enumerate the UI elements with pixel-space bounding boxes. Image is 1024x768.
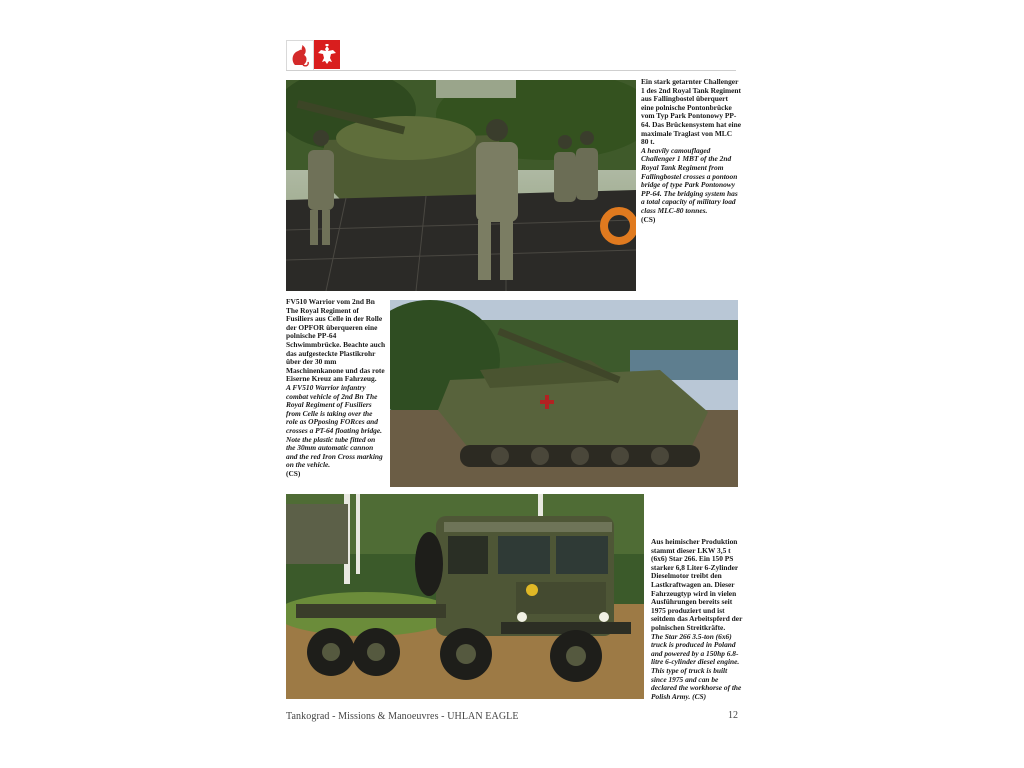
caption-star-266-en: The Star 266 3.5-ton (6x6) truck is produced in Poland and powered by a 150hp 6.8-litre 6-cylinder diesel engine. This type of truck is built since 1975 and can be declared the workhorse of the Polish Army. (CS) xyxy=(651,631,742,701)
caption-challenger-en: A heavily camouflaged Challenger 1 MBT of the 2nd Royal Tank Regiment from Fallingbostel crosses a pontoon bridge of type Park Pontonowy PP-64. The bridging system has a total capacity of military load class MLC-80 tonnes. xyxy=(641,145,738,215)
caption-challenger-credit: (CS) xyxy=(641,214,656,224)
caption-warrior-de: FV510 Warrior vom 2nd Bn The Royal Regiment of Fusiliers aus Celle in der Rolle der OPFOR überqueren eine polnische PP-64 Schwimmbrücke. Beachte auch das aufgesteckte Plastikrohr über der 30 mm Maschinenkanone und das rote Eiserne Kreuz am Fahrzeug. xyxy=(286,297,386,384)
header-divider xyxy=(286,70,736,71)
caption-challenger-de: Ein stark getarnter Challenger 1 des 2nd Royal Tank Regiment aus Fallingbostel überquert eine polnische Pontonbrücke vom Typ Park Pontonowy PP-64. Das Brückensystem hat eine maximale Traglast von MLC 80 t. xyxy=(641,77,741,147)
polish-eagle-icon xyxy=(314,40,340,69)
caption-challenger xyxy=(641,78,741,224)
page-number: 12 xyxy=(728,710,738,721)
photo-star-266-truck xyxy=(286,494,644,699)
caption-star-266 xyxy=(651,538,743,701)
photo-warrior-ifv xyxy=(390,300,738,487)
footer-publication-title: Tankograd - Missions & Manoeuvres - UHLAN EAGLE xyxy=(286,711,519,722)
caption-warrior xyxy=(286,298,386,478)
caption-warrior-en: A FV510 Warrior infantry combat vehicle of 2nd Bn The Royal Regiment of Fusiliers from Celle is taking over the role as OPposing FORces and crosses a PT-64 floating bridge. Note the plastic tube fitted on the 30mm automatic cannon and the red Iron Cross marking on the vehicle. xyxy=(286,382,383,470)
caption-warrior-credit: (CS) xyxy=(286,468,301,478)
photo-challenger-tank-bridge xyxy=(286,80,636,291)
rat-emblem-icon xyxy=(286,40,314,71)
caption-star-266-de: Aus heimischer Produktion stammt dieser LKW 3,5 t (6x6) Star 266. Ein 150 PS starker 6,8 Liter 6-Zylinder Dieselmotor treibt den Lastkraftwagen an. Dieser Fahrzeugtyp wird in vielen Ausführungen bereits seit 1975 produziert und ist seitdem das Arbeitspferd der polnischen Streitkräfte. xyxy=(651,537,743,632)
